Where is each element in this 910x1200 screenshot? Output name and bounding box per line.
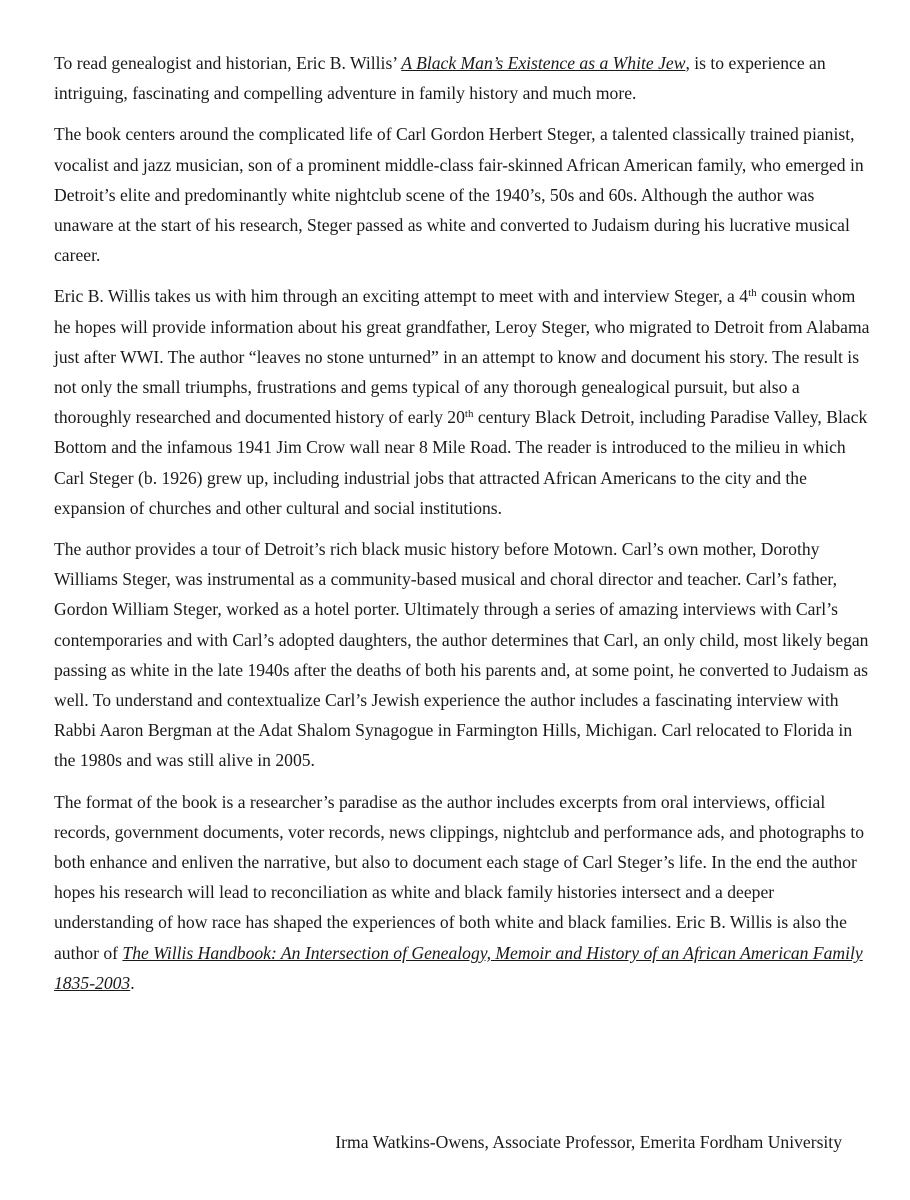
paragraph-intro [54, 48, 870, 108]
format-text-end: . [130, 972, 135, 993]
search-text-3: century Black Detroit, including Paradise Valley, Black Bottom and the infamous 1941 Jim Crow wall near 8 Mile Road. The reader is introduced to the milieu in which Carl Steger (b. 1926) grew up, including industrial jobs that attracted African Americans to the city and the expansion of churches and other cultural and social institutions. [54, 407, 868, 518]
intro-text-end: , is to experience an intriguing, fascinating and compelling adventure in family history and much more. [54, 53, 826, 104]
intro-text-start: To read genealogist and historian, Eric B. Willis’ [54, 53, 402, 73]
search-text-2: cousin whom he hopes will provide information about his great grandfather, Leroy Steger, who migrated to Detroit from Alabama just after WWI. The author “leaves no stone unturned” in an attempt to know and document his story. The result is not only the small triumphs, frustrations and gems typical of any thorough genealogical pursuit, but also a thoroughly researched and documented history of early 20 [54, 286, 870, 428]
book-title: A Black Man’s Existence as a White Jew [401, 53, 686, 73]
reviewer-signature: Irma Watkins-Owens, Associate Professor, Emerita Fordham University [335, 1132, 842, 1152]
paragraph-search [54, 281, 870, 523]
paragraph-format [54, 787, 870, 998]
paragraph-book-center: The book centers around the complicated life of Carl Gordon Herbert Steger, a talented classically trained pianist, vocalist and jazz musician, son of a prominent middle-class fair-skinned African American family, who emerged in Detroit’s elite and predominantly white nightclub scene of the 1940’s, 50s and 60s. Although the author was unaware at the start of his research, Steger passed as white and converted to Judaism during his lucrative musical career. [54, 124, 864, 266]
search-text-1: Eric B. Willis takes us with him through an exciting attempt to meet with and interview Steger, a 4 [54, 286, 749, 307]
format-text-start: The format of the book is a researcher’s paradise as the author includes excerpts from oral interviews, official records, government documents, voter records, news clippings, nightclub and performance ads, and photographs to both enhance and enliven the narrative, but also to document each stage of Carl Steger’s life. In the end the author hopes his research will lead to reconciliation as white and black family histories intersect and a deeper understanding of how race has shaped the experiences of both white and black families. Eric B. Willis is also the author of [54, 791, 865, 963]
handbook-title: The Willis Handbook: An Intersection of Genealogy, Memoir and History of an African American Family 1835-2003 [54, 942, 863, 993]
paragraph-music-history: The author provides a tour of Detroit’s rich black music history before Motown. Carl’s own mother, Dorothy Williams Steger, was instrumental as a community-based musical and choral director and teacher. Carl’s father, Gordon William Steger, worked as a hotel porter. Ultimately through a series of amazing interviews with Carl’s contemporaries and with Carl’s adopted daughters, the author determines that Carl, an only child, most likely began passing as white in the late 1940s after the deaths of both his parents and, at some point, he converted to Judaism as well. To understand and contextualize Carl’s Jewish experience the author includes a fascinating interview with Rabbi Aaron Bergman at the Adat Shalom Synagogue in Farmington Hills, Michigan. Carl relocated to Florida in the 1980s and was still alive in 2005. [54, 539, 869, 771]
superscript-th-1: th [748, 287, 757, 300]
superscript-th-2: th [464, 408, 474, 421]
